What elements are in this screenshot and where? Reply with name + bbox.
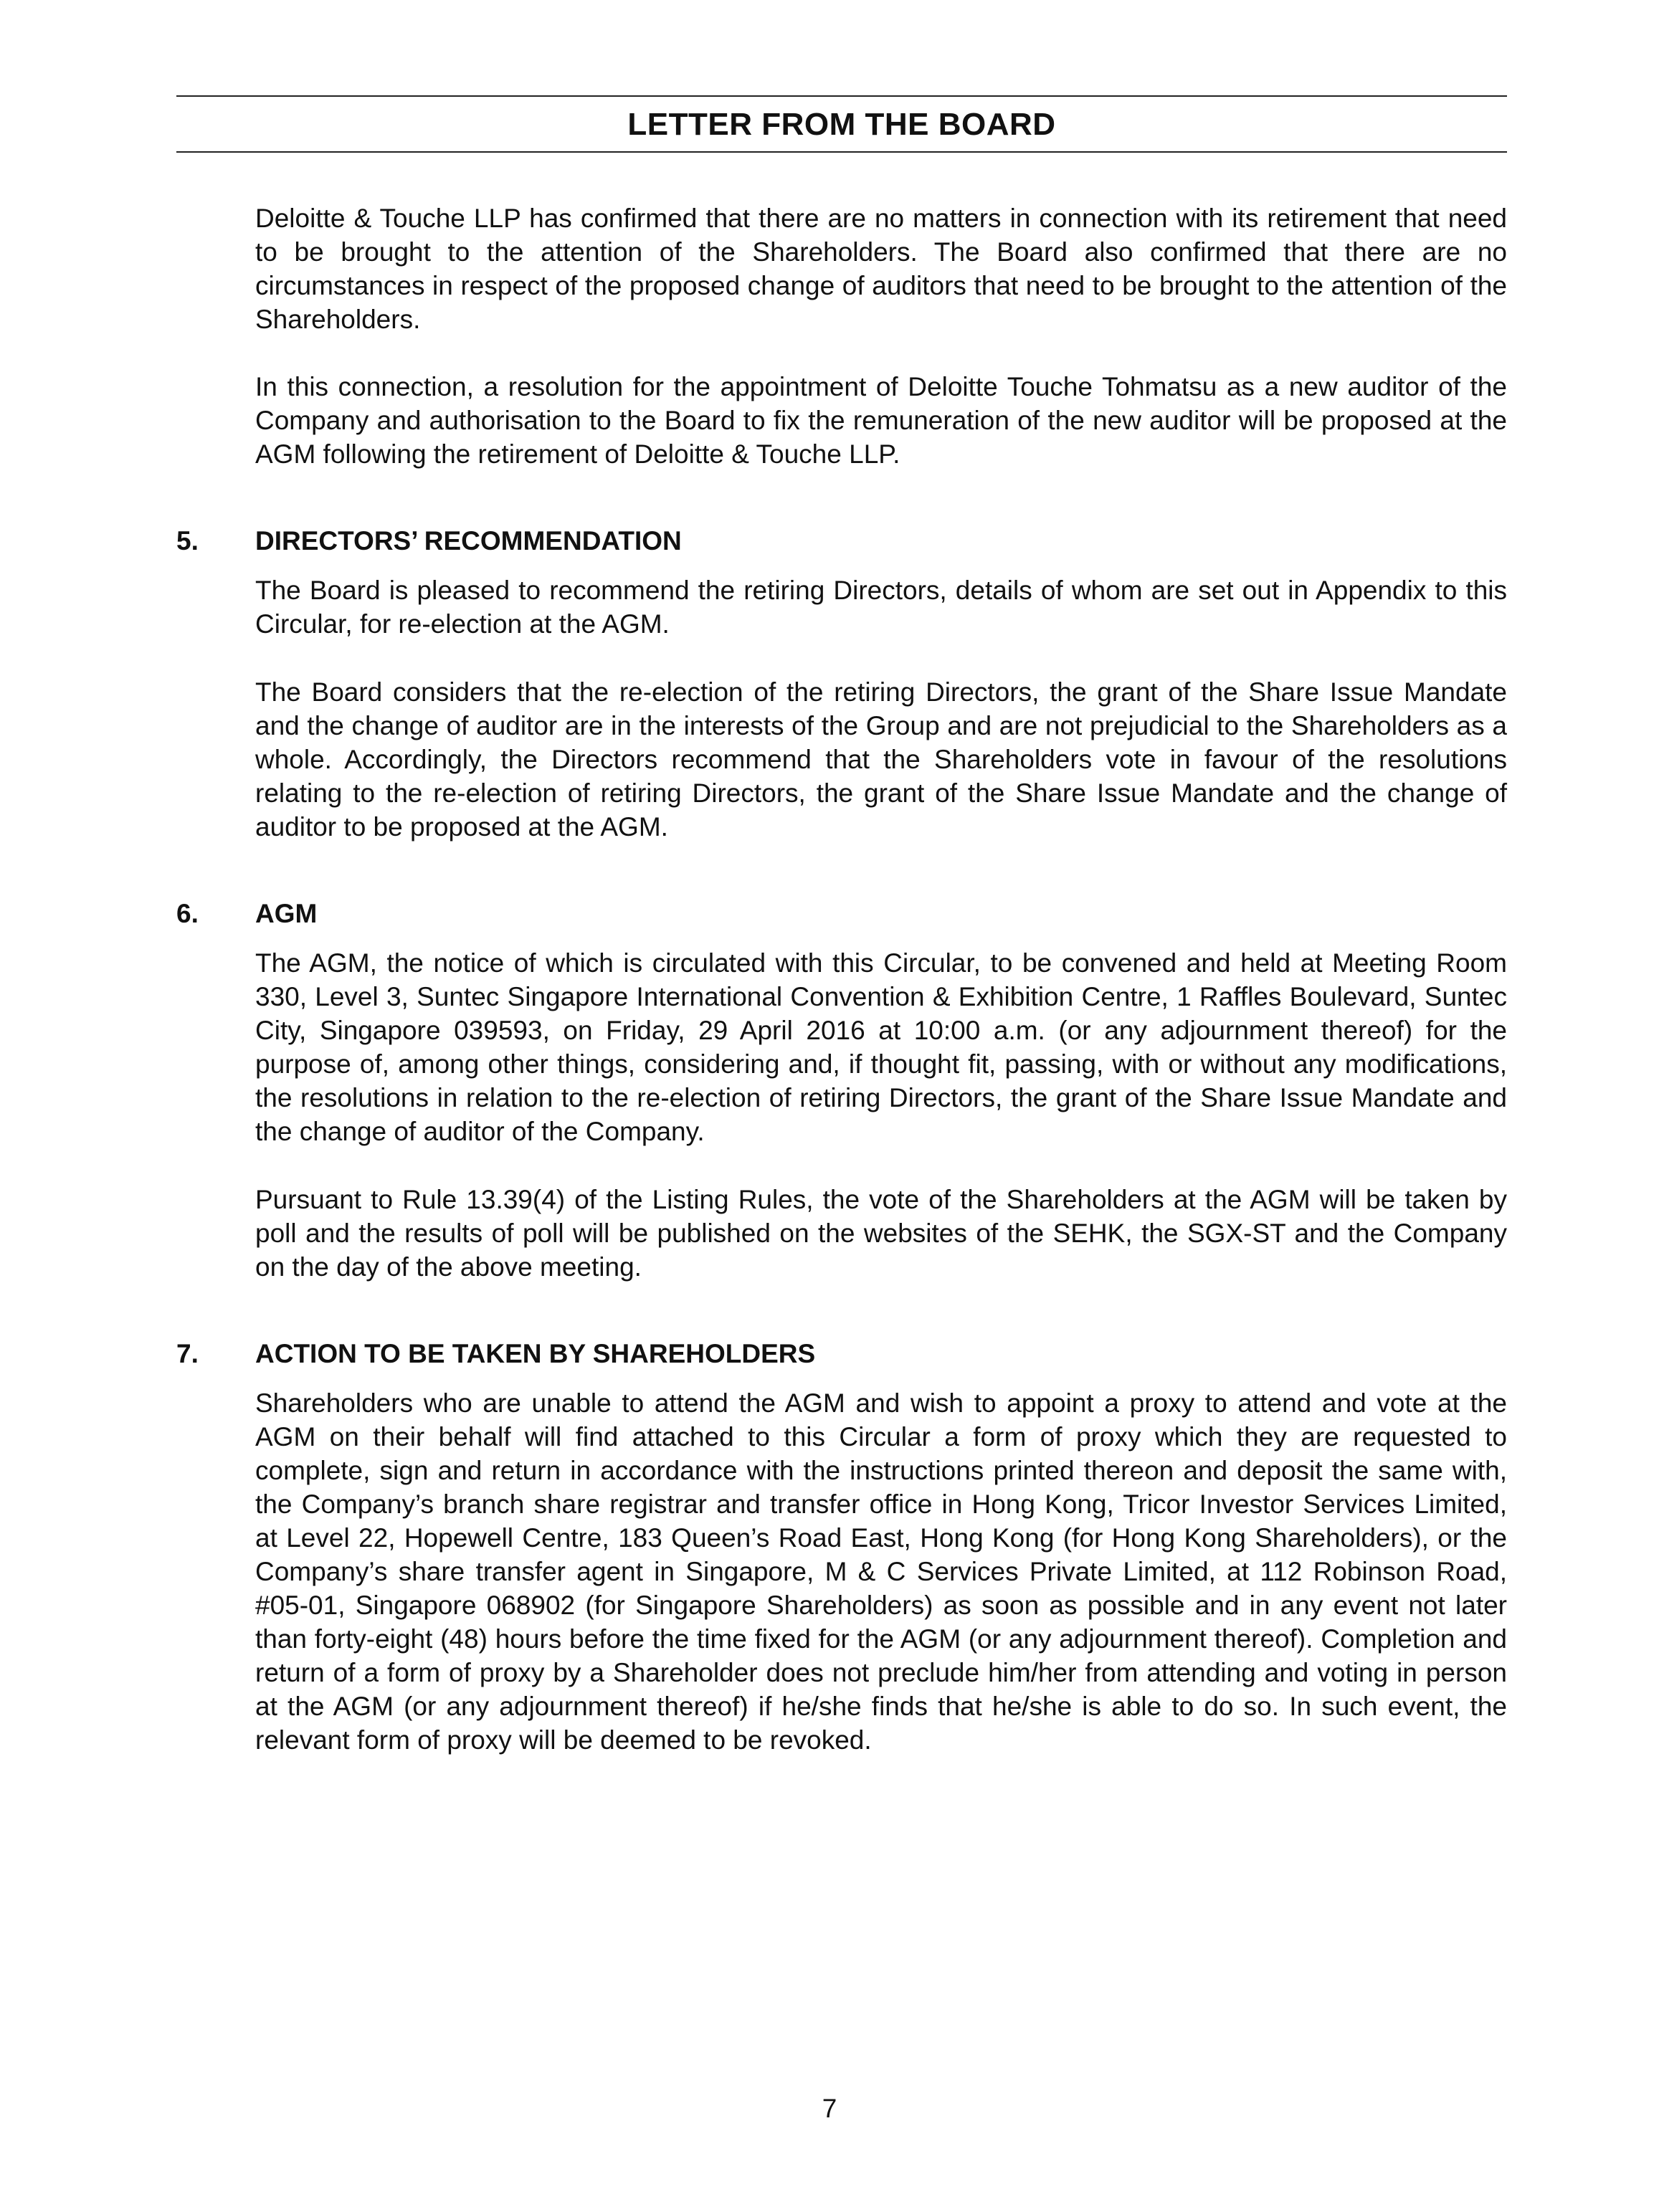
intro-paragraph-1: Deloitte & Touche LLP has confirmed that there are no matters in connection with its retirement that need to be brought to the attention of the Shareholders. The Board also confirmed that there are no circumstances in respect of the proposed change of auditors that need to be brought to the attention of the Shareholders. [255, 204, 1507, 334]
intro-paragraph-2: In this connection, a resolution for the appointment of Deloitte Touche Tohmatsu as a new auditor of the Company and authorisation to the Board to fix the remuneration of the new auditor will be proposed at the AGM following the retirement of Deloitte & Touche LLP. [255, 372, 1507, 469]
section-6-number: 6. [176, 899, 199, 928]
page-title: LETTER FROM THE BOARD [627, 107, 1056, 142]
section-5-number: 5. [176, 526, 199, 556]
section-6-heading: AGM [255, 899, 318, 928]
section-5-paragraph-2: The Board considers that the re-election of the retiring Directors, the grant of the Share Issue Mandate and the change of auditor are in the interests of the Group and are not prejudicial to the Shareholders as a whole. Accordingly, the Directors recommend that the Shareholders vote in favour of the resolutions relating to the re-election of retiring Directors, the grant of the Share Issue Mandate and the change of auditor to be proposed at the AGM. [255, 677, 1507, 842]
section-6-paragraph-2: Pursuant to Rule 13.39(4) of the Listing Rules, the vote of the Shareholders at the AGM will be taken by poll and the results of poll will be published on the websites of the SEHK, the SGX-ST and the Company on the day of the above meeting. [255, 1185, 1507, 1282]
page-number: 7 [822, 2094, 837, 2123]
section-7-paragraph-1: Shareholders who are unable to attend the AGM and wish to appoint a proxy to attend and vote at the AGM on their behalf will find attached to this Circular a form of proxy which they are requested to complete, sign and return in accordance with the instructions printed thereon and deposit the same with, the Company’s branch share registrar and transfer office in Hong Kong, Tricor Investor Services Limited, at Level 22, Hopewell Centre, 183 Queen’s Road East, Hong Kong (for Hong Kong Shareholders), or the Company’s share transfer agent in Singapore, M & C Services Private Limited, at 112 Robinson Road, #05-01, Singapore 068902 (for Singapore Shareholders) as soon as possible and in any event not later than forty-eight (48) hours before the time fixed for the AGM (or any adjournment thereof). Completion and return of a form of proxy by a Shareholder does not preclude him/her from attending and voting in person at the AGM (or any adjournment thereof) if he/she finds that he/she is able to do so. In such event, the relevant form of proxy will be deemed to be revoked. [255, 1388, 1507, 1755]
section-5-paragraph-1: The Board is pleased to recommend the retiring Directors, details of whom are set out in Appendix to this Circular, for re-election at the AGM. [255, 576, 1507, 639]
header-bottom-rule [176, 151, 1507, 153]
section-7-number: 7. [176, 1339, 199, 1368]
section-6-paragraph-1: The AGM, the notice of which is circulated with this Circular, to be convened and held at Meeting Room 330, Level 3, Suntec Singapore International Convention & Exhibition Centre, 1 Raffles Boulevard, Suntec City, Singapore 039593, on Friday, 29 April 2016 at 10:00 a.m. (or any adjournment thereof) for the purpose of, among other things, considering and, if thought fit, passing, with or without any modifications, the resolutions in relation to the re-election of retiring Directors, the grant of the Share Issue Mandate and the change of auditor of the Company. [255, 948, 1507, 1146]
header-top-rule [176, 95, 1507, 97]
section-5-heading: DIRECTORS’ RECOMMENDATION [255, 526, 682, 556]
section-7-heading: ACTION TO BE TAKEN BY SHAREHOLDERS [255, 1339, 816, 1368]
